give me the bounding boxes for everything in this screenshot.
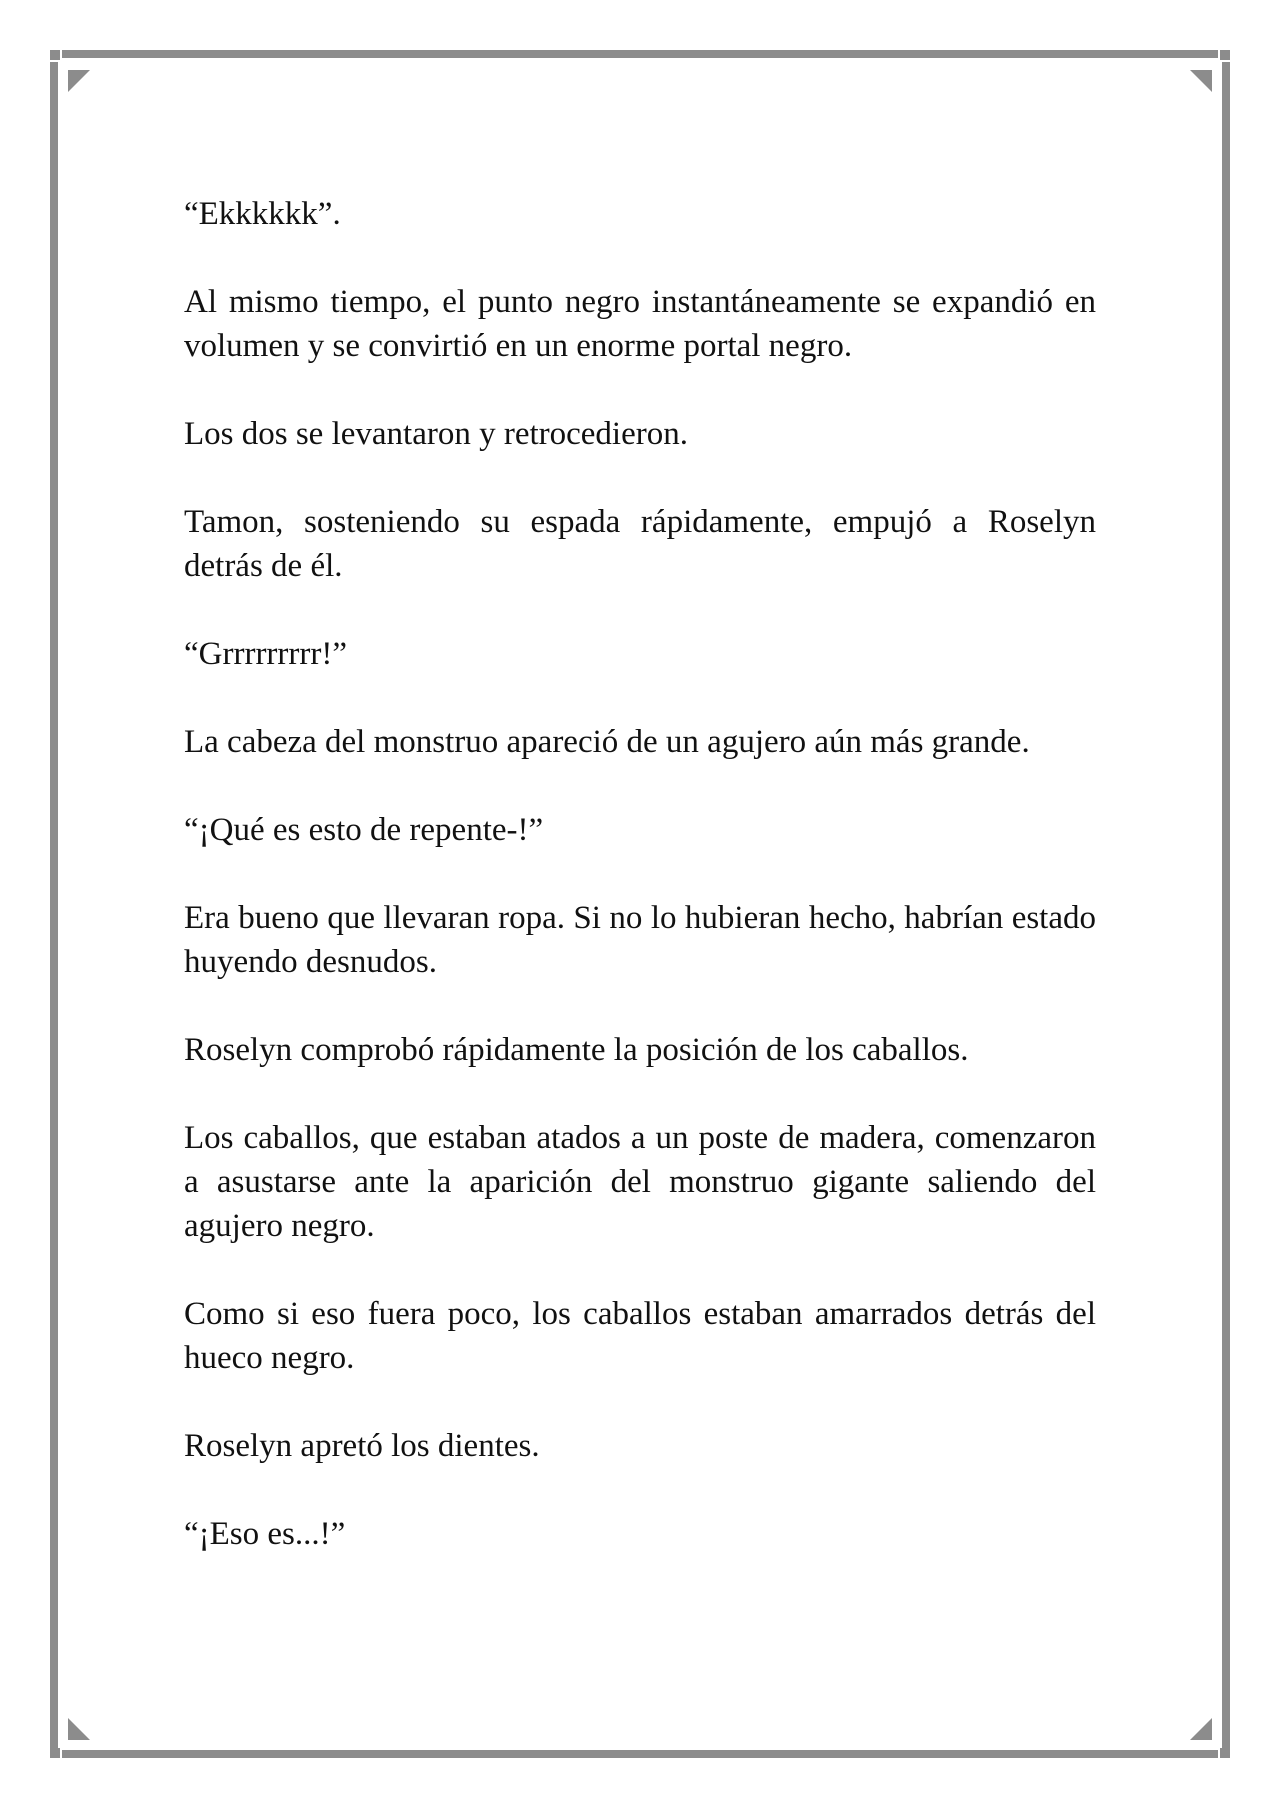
paragraph: Roselyn comprobó rápidamente la posición de los caballos. <box>184 1032 969 1068</box>
frame-right-border <box>1222 62 1230 1748</box>
frame-left-border <box>50 62 58 1748</box>
frame-top-border <box>62 50 1218 58</box>
paragraph: “Grrrrrrrrr!” <box>184 636 348 672</box>
corner-ornament-bottom-right <box>1220 1748 1230 1758</box>
corner-triangle-top-left <box>68 70 90 92</box>
paragraph: “Ekkkkkk”. <box>184 196 341 232</box>
paragraph: Era bueno que llevaran ropa. Si no lo hubieran hecho, habrían estado huyendo desnudos. <box>184 900 1096 980</box>
frame-bottom-border <box>62 1750 1218 1758</box>
paragraph: Los caballos, que estaban atados a un poste de madera, comenzaron a asustarse ante la aparición del monstruo gigante saliendo del agujero negro. <box>184 1120 1096 1244</box>
paragraph: Al mismo tiempo, el punto negro instantáneamente se expandió en volumen y se convirtió en un enorme portal negro. <box>184 284 1096 364</box>
corner-ornament-top-right <box>1220 50 1230 60</box>
paragraph: La cabeza del monstruo apareció de un agujero aún más grande. <box>184 724 1030 760</box>
page-body <box>184 192 1096 1600</box>
paragraph: Roselyn apretó los dientes. <box>184 1428 540 1464</box>
paragraph: Tamon, sosteniendo su espada rápidamente, empujó a Roselyn detrás de él. <box>184 504 1096 584</box>
paragraph: “¡Qué es esto de repente-!” <box>184 812 544 848</box>
paragraph: Los dos se levantaron y retrocedieron. <box>184 416 688 452</box>
corner-ornament-top-left <box>50 50 60 60</box>
corner-ornament-bottom-left <box>50 1748 60 1758</box>
paragraph: “¡Eso es...!” <box>184 1516 346 1552</box>
corner-triangle-bottom-right <box>1190 1718 1212 1740</box>
paragraph: Como si eso fuera poco, los caballos estaban amarrados detrás del hueco negro. <box>184 1296 1096 1376</box>
corner-triangle-top-right <box>1190 70 1212 92</box>
corner-triangle-bottom-left <box>68 1718 90 1740</box>
